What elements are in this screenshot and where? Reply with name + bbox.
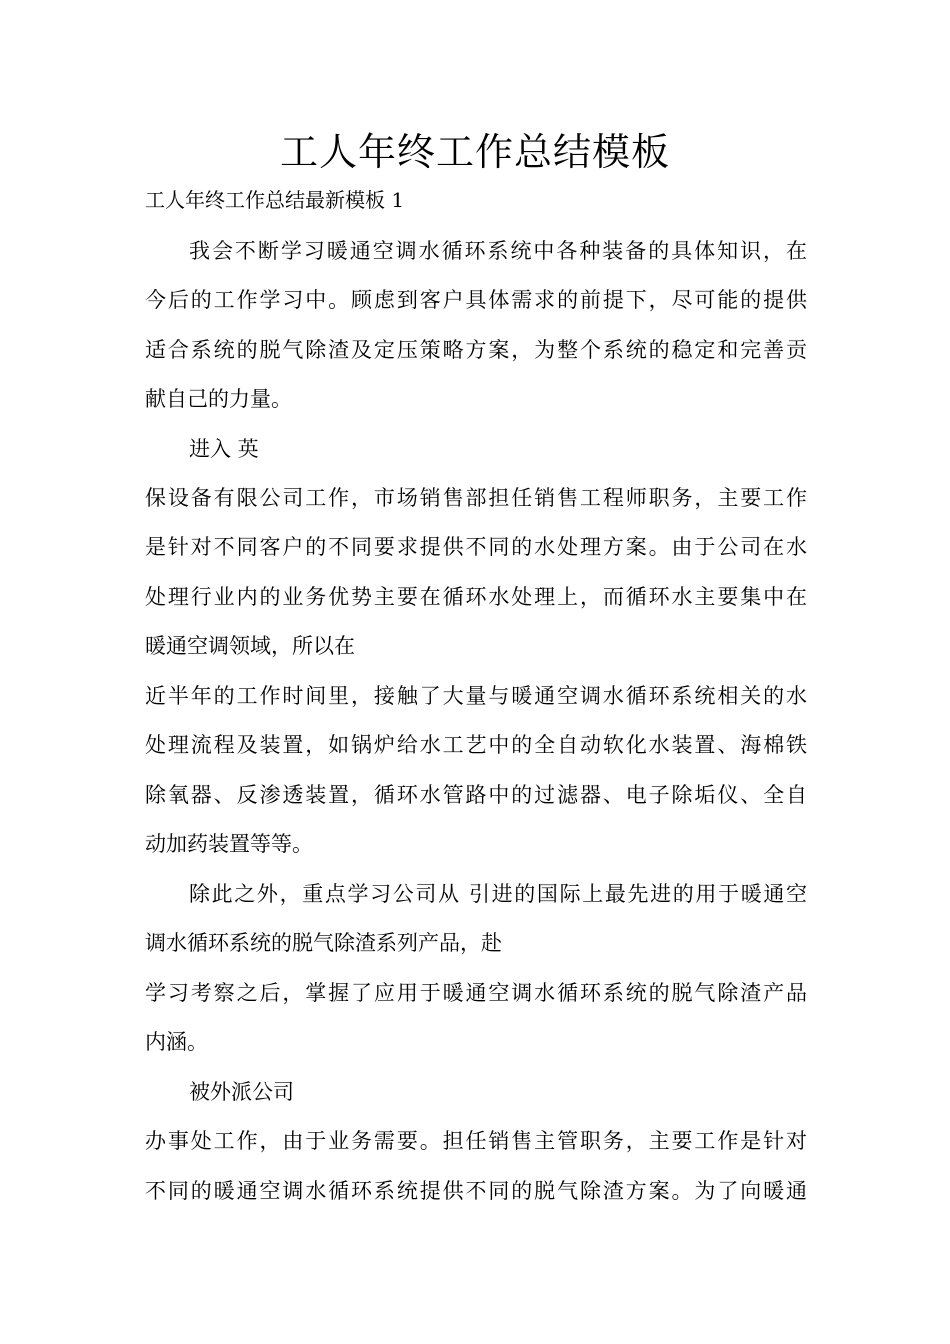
paragraph-line: 近半年的工作时间里，接触了大量与暖通空调水循环系统相关的水	[145, 684, 807, 708]
paragraph-line: 今后的工作学习中。顾虑到客户具体需求的前提下，尽可能的提供	[145, 288, 807, 312]
paragraph-line: 处理流程及装置，如锅炉给水工艺中的全自动软化水装置、海棉铁	[145, 733, 807, 757]
paragraph-line: 不同的暖通空调水循环系统提供不同的脱气除渣方案。为了向暖通	[145, 1179, 807, 1203]
document-subtitle: 工人年终工作总结最新模板 1	[145, 188, 405, 212]
paragraph-line: 被外派公司	[189, 1080, 294, 1104]
paragraph-line: 除氧器、反渗透装置，循环水管路中的过滤器、电子除垢仪、全自	[145, 783, 807, 807]
paragraph-line: 处理行业内的业务优势主要在循环水处理上，而循环水主要集中在	[145, 585, 807, 609]
paragraph-line: 进入 英	[189, 437, 259, 461]
paragraph-line: 保设备有限公司工作，市场销售部担任销售工程师职务，主要工作	[145, 486, 807, 510]
paragraph-line: 是针对不同客户的不同要求提供不同的水处理方案。由于公司在水	[145, 535, 807, 559]
paragraph-line: 调水循环系统的脱气除渣系列产品，赴	[145, 931, 502, 955]
paragraph-line: 暖通空调领域，所以在	[145, 634, 355, 658]
document-title: 工人年终工作总结模板	[279, 130, 670, 174]
paragraph-line: 除此之外，重点学习公司从 引进的国际上最先进的用于暖通空	[189, 882, 807, 906]
paragraph-line: 学习考察之后，掌握了应用于暖通空调水循环系统的脱气除渣产品	[145, 981, 807, 1005]
paragraph-line: 动加药装置等等。	[145, 832, 313, 856]
paragraph-line: 适合系统的脱气除渣及定压策略方案，为整个系统的稳定和完善贡	[145, 338, 807, 362]
paragraph-line: 内涵。	[145, 1030, 208, 1054]
paragraph-line: 我会不断学习暖通空调水循环系统中各种装备的具体知识，在	[189, 239, 807, 263]
paragraph-line: 办事处工作，由于业务需要。担任销售主管职务，主要工作是针对	[145, 1129, 807, 1153]
paragraph-line: 献自己的力量。	[145, 387, 292, 411]
